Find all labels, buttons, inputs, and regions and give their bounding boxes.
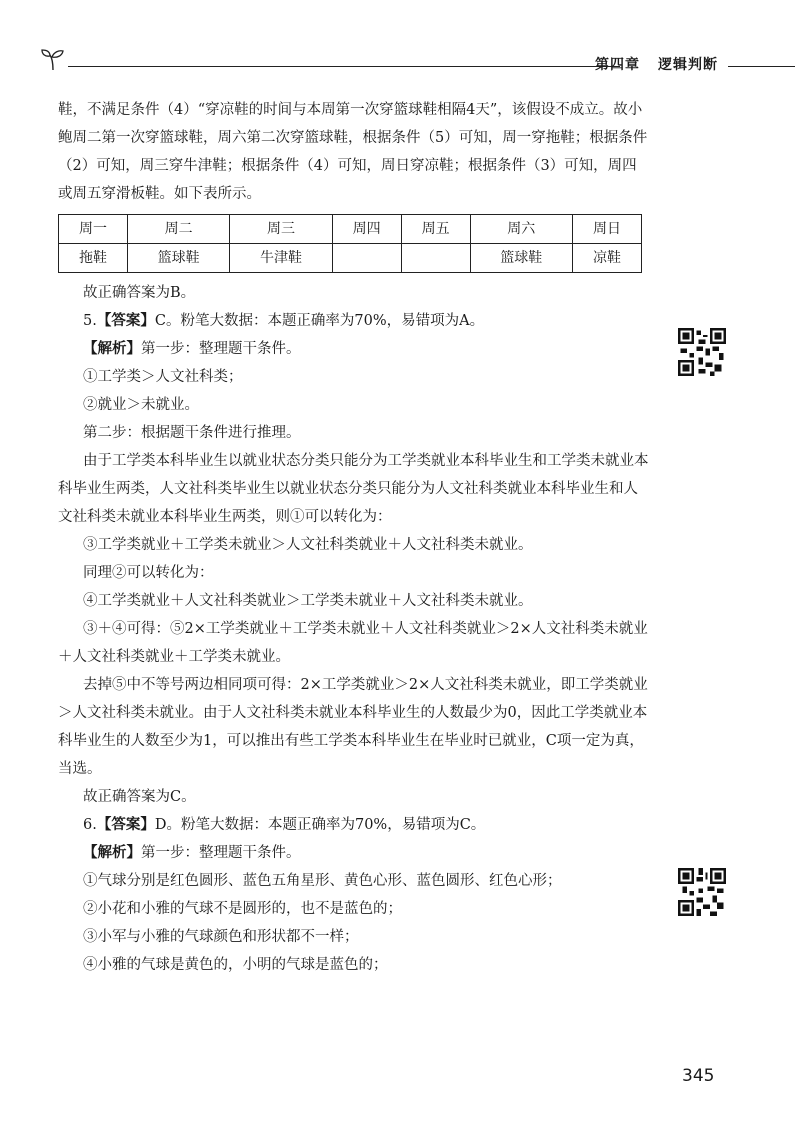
page-content xyxy=(58,96,650,979)
qr-code-icon[interactable] xyxy=(678,868,726,916)
q5-condition-2: ②就业＞未就业。 xyxy=(83,397,199,413)
table-cell: 篮球鞋 xyxy=(470,244,572,273)
sprout-icon xyxy=(40,48,66,72)
q6-answer-text: D。粉笔大数据：本题正确率为70%，易错项为C。 xyxy=(154,817,486,833)
page-header xyxy=(40,48,795,76)
q5-answer-line xyxy=(58,307,650,335)
q5-paragraph-1: 由于工学类本科毕业生以就业状态分类只能分为工学类就业本科毕业生和工学类未就业本科毕业生两类，人文社科类毕业生以就业状态分类只能分为人文社科类就业本科毕业生和人文社科类未就业本科毕业生两类，则①可以转化为： xyxy=(58,453,649,525)
table-cell xyxy=(401,244,470,273)
table-cell: 篮球鞋 xyxy=(128,244,230,273)
table-header-cell: 周一 xyxy=(59,215,128,244)
q5-number: 5. xyxy=(83,313,97,329)
q6-condition-4: ④小雅的气球是黄色的，小明的气球是蓝色的； xyxy=(83,957,388,973)
q5-answer-tag: 【答案】 xyxy=(96,313,155,329)
q6-analysis-line xyxy=(58,839,650,867)
table-header-cell: 周四 xyxy=(332,215,401,244)
q6-condition-1: ①气球分别是红色圆形、蓝色五角星形、黄色心形、蓝色圆形、红色心形； xyxy=(83,873,562,889)
table-header-cell: 周六 xyxy=(470,215,572,244)
q6-number: 6. xyxy=(83,817,97,833)
table-header-cell: 周三 xyxy=(230,215,332,244)
q6-condition-2: ②小花和小雅的气球不是圆形的，也不是蓝色的； xyxy=(83,901,402,917)
q5-condition-5: ③＋④可得：⑤2×工学类就业＋工学类未就业＋人文社科类就业＞2×人文社科类未就业＋人文社科类就业＋工学类未就业。 xyxy=(58,621,648,665)
chapter-title: 逻辑判断 xyxy=(658,57,718,73)
q5-paragraph-3: 去掉⑤中不等号两边相同项可得：2×工学类就业＞2×人文社科类未就业，即工学类就业＞人文社科类未就业。由于人文社科类未就业本科毕业生的人数最少为0，因此工学类就业本科毕业生的人数至少为1，可以推出有些工学类本科毕业生在毕业时已就业，C项一定为真，当选。 xyxy=(58,677,648,777)
q5-analysis-tag: 【解析】 xyxy=(83,341,141,357)
q5-step2: 第二步：根据题干条件进行推理。 xyxy=(83,425,301,441)
q6-analysis-tag: 【解析】 xyxy=(83,845,141,861)
intro-paragraph: 鞋，不满足条件（4）“穿凉鞋的时间与本周第一次穿篮球鞋相隔4天”，该假设不成立。故小鲍周二第一次穿篮球鞋，周六第二次穿篮球鞋，根据条件（5）可知，周一穿拖鞋；根据条件（2）可知，周三穿牛津鞋；根据条件（4）可知，周日穿凉鞋；根据条件（3）可知，周四或周五穿滑板鞋。如下表所示。 xyxy=(58,102,648,202)
q5-condition-3: ③工学类就业＋工学类未就业＞人文社科类就业＋人文社科类未就业。 xyxy=(83,537,533,553)
q5-paragraph-2: 同理②可以转化为： xyxy=(83,565,214,581)
q6-condition-3: ③小军与小雅的气球颜色和形状都不一样； xyxy=(83,929,359,945)
table-header-cell: 周日 xyxy=(572,215,641,244)
q5-final-answer: 故正确答案为C。 xyxy=(83,789,196,805)
q5-condition-1: ①工学类＞人文社科类； xyxy=(83,369,243,385)
shoe-schedule-table xyxy=(58,214,642,273)
q4-final-answer: 故正确答案为B。 xyxy=(83,285,196,301)
q6-step1: 第一步：整理题干条件。 xyxy=(141,845,301,861)
table-cell: 凉鞋 xyxy=(572,244,641,273)
q5-step1: 第一步：整理题干条件。 xyxy=(141,341,301,357)
q6-answer-tag: 【答案】 xyxy=(96,817,155,833)
table-header-cell: 周二 xyxy=(128,215,230,244)
q6-answer-line xyxy=(58,811,650,839)
table-header-cell: 周五 xyxy=(401,215,470,244)
q5-condition-4: ④工学类就业＋人文社科类就业＞工学类未就业＋人文社科类未就业。 xyxy=(83,593,533,609)
table-row xyxy=(59,215,642,244)
page-number: 345 xyxy=(682,1066,715,1086)
table-cell xyxy=(332,244,401,273)
header-rule-right xyxy=(728,66,795,67)
table-row xyxy=(59,244,642,273)
chapter-label: 第四章 xyxy=(595,57,640,73)
qr-code-icon[interactable] xyxy=(678,328,726,376)
q5-answer-text: C。粉笔大数据：本题正确率为70%，易错项为A。 xyxy=(154,313,485,329)
header-rule-left xyxy=(68,66,620,67)
q5-analysis-line xyxy=(58,335,650,363)
table-cell: 拖鞋 xyxy=(59,244,128,273)
table-cell: 牛津鞋 xyxy=(230,244,332,273)
